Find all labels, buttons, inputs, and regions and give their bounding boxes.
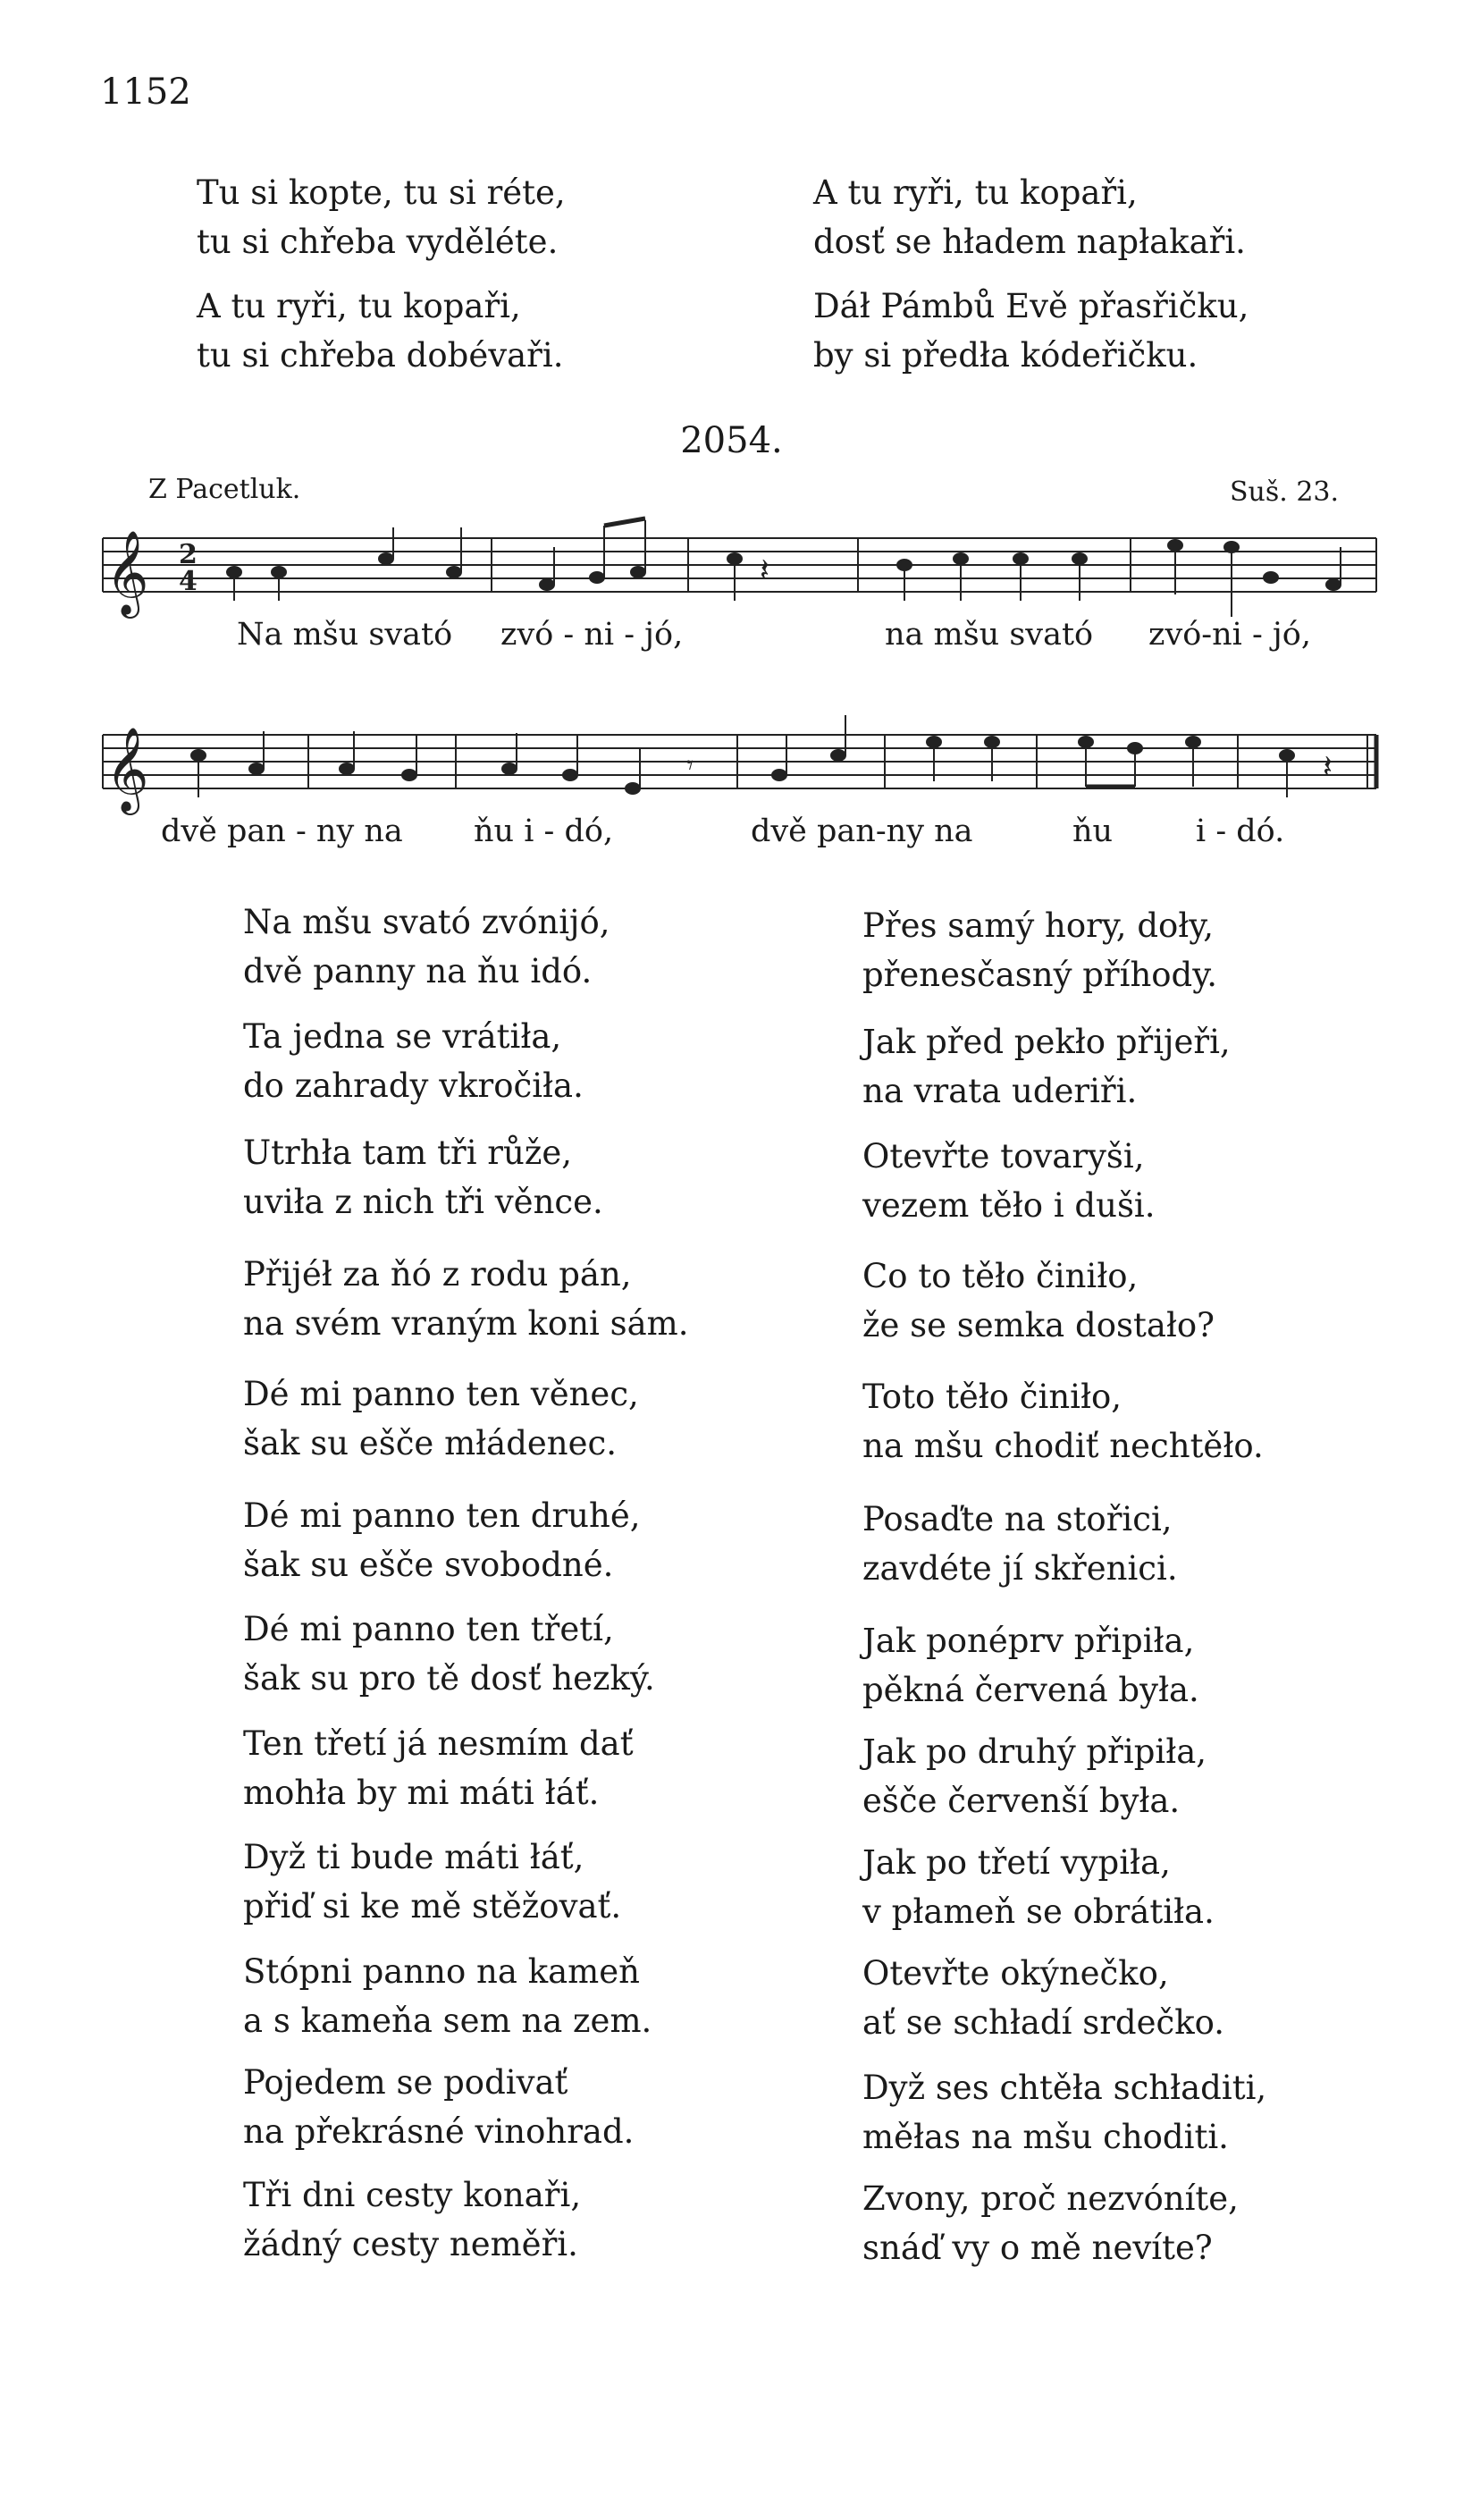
- page-number: 1152: [100, 72, 191, 113]
- stanza-left-10: [243, 1947, 652, 2045]
- verse-line: a s kameňa sem na zem.: [243, 2002, 652, 2040]
- prev-stanza-2: [197, 282, 563, 380]
- verse-line: mohła by mi máti łáť.: [243, 1774, 600, 1812]
- stanza-right-12: [862, 2174, 1239, 2272]
- stanza-left-6: [243, 1491, 641, 1589]
- verse-line: Utrhła tam tři růže,: [243, 1134, 572, 1172]
- verse-line: Pojedem se podivať: [243, 2063, 568, 2102]
- verse-line: Posaďte na stořici,: [862, 1500, 1173, 1538]
- lyric-1-2: zvó - ni - jó,: [500, 617, 684, 653]
- lyric-1-4: zvó-ni - jó,: [1148, 617, 1311, 653]
- verse-line: ať se schładí srdečko.: [862, 2003, 1224, 2042]
- verse-line: šak su ešče svobodné.: [243, 1546, 614, 1584]
- lyric-2-2: ňu i - dó,: [474, 813, 614, 849]
- verse-line: zavdéte jí skřenici.: [862, 1549, 1178, 1588]
- verse-line: ešče červenší była.: [862, 1782, 1181, 1820]
- verse-line: Tři dni cesty konaři,: [243, 2176, 582, 2214]
- verse-line: Ten třetí já nesmím dať: [243, 1724, 634, 1763]
- song-source: Suš. 23.: [1230, 476, 1340, 508]
- verse-line: dvě panny na ňu idó.: [243, 952, 593, 990]
- stanza-left-7: [243, 1605, 655, 1703]
- stanza-left-9: [243, 1833, 621, 1931]
- verse-line: Dé mi panno ten třetí,: [243, 1610, 614, 1648]
- prev-stanza-4: [813, 282, 1249, 380]
- song-origin: Z Pacetluk.: [148, 474, 301, 505]
- verse-line: vezem těło i duši.: [862, 1186, 1156, 1225]
- stanza-left-8: [243, 1719, 634, 1817]
- stanza-right-11: [862, 2063, 1266, 2162]
- verse-line: Toto těło činiło,: [862, 1378, 1122, 1416]
- verse-line: na mšu chodiť nechtěło.: [862, 1427, 1264, 1465]
- verse-line: Přes samý hory, doły,: [862, 906, 1215, 945]
- treble-clef-icon: 𝄞: [105, 530, 149, 615]
- verse-line: tu si chřeba vyděléte.: [197, 223, 559, 261]
- verse-line: A tu ryři, tu kopaři,: [197, 287, 521, 325]
- stanza-right-7: [862, 1616, 1199, 1715]
- stanza-right-2: [862, 1017, 1231, 1116]
- verse-line: snáď vy o mě nevíte?: [862, 2229, 1213, 2267]
- verse-line: šak su ešče młádenec.: [243, 1424, 618, 1462]
- stanza-right-9: [862, 1838, 1215, 1936]
- prev-stanza-3: [813, 168, 1246, 266]
- music-staff-2: [0, 715, 1463, 813]
- stanza-left-5: [243, 1370, 639, 1468]
- stanza-left-12: [243, 2170, 581, 2269]
- quarter-rest-icon: 𝄽: [1323, 749, 1333, 786]
- verse-line: přiď si ke mě stěžovať.: [243, 1887, 622, 1926]
- verse-line: že se semka dostało?: [862, 1306, 1215, 1344]
- verse-line: Jak před pekło přijeři,: [862, 1023, 1231, 1061]
- time-signature-bottom: 4: [179, 566, 198, 597]
- verse-line: žádný cesty neměři.: [243, 2225, 578, 2263]
- verse-line: dosť se hładem napłakaři.: [813, 223, 1246, 261]
- prev-stanza-1: [197, 168, 566, 266]
- song-number: 2054.: [680, 420, 783, 461]
- verse-line: uviła z nich tři věnce.: [243, 1183, 603, 1221]
- verse-line: Na mšu svató zvónijó,: [243, 903, 610, 941]
- verse-line: Dé mi panno ten věnec,: [243, 1375, 639, 1413]
- verse-line: Otevřte tovaryši,: [862, 1137, 1145, 1176]
- verse-line: by si předła kódeřičku.: [813, 336, 1198, 375]
- verse-line: Dyž ses chtěła schładiti,: [862, 2069, 1267, 2107]
- stanza-right-8: [862, 1727, 1207, 1825]
- verse-line: do zahrady vkročiła.: [243, 1066, 584, 1105]
- verse-line: měłas na mšu choditi.: [862, 2118, 1229, 2156]
- stanza-right-3: [862, 1132, 1156, 1230]
- verse-line: Dé mi panno ten druhé,: [243, 1496, 641, 1535]
- treble-clef-icon: 𝄞: [105, 727, 149, 812]
- verse-line: Přijéł za ňó z rodu pán,: [243, 1255, 632, 1294]
- verse-line: pěkná červená była.: [862, 1671, 1199, 1709]
- quarter-rest-icon: 𝄽: [760, 552, 770, 589]
- verse-line: Ta jedna se vrátiła,: [243, 1017, 562, 1056]
- lyric-2-4: ňu: [1072, 813, 1114, 849]
- verse-line: šak su pro tě dosť hezký.: [243, 1659, 655, 1698]
- verse-line: na svém vraným koni sám.: [243, 1304, 689, 1343]
- verse-line: Jak ponéprv připiła,: [862, 1622, 1195, 1660]
- lyric-2-5: i - dó.: [1196, 813, 1285, 849]
- verse-line: Zvony, proč nezvóníte,: [862, 2179, 1239, 2218]
- verse-line: Dáł Pámbů Evě přasřičku,: [813, 287, 1249, 325]
- stanza-left-4: [243, 1250, 689, 1348]
- eighth-rest-icon: 𝄾: [686, 750, 694, 781]
- verse-line: v płameň se obrátiła.: [862, 1892, 1215, 1931]
- verse-line: Dyž ti bude máti łáť,: [243, 1838, 584, 1876]
- stanza-right-10: [862, 1949, 1224, 2047]
- verse-line: Stópni panno na kameň: [243, 1952, 640, 1991]
- stanza-right-5: [862, 1372, 1264, 1471]
- verse-line: přenesčasný příhody.: [862, 956, 1217, 994]
- verse-line: A tu ryři, tu kopaři,: [813, 173, 1138, 212]
- verse-line: Otevřte okýnečko,: [862, 1954, 1169, 1993]
- verse-line: tu si chřeba dobévaři.: [197, 336, 564, 375]
- stanza-left-2: [243, 1012, 584, 1110]
- verse-line: Jak po třetí vypiła,: [862, 1843, 1171, 1882]
- stanza-left-3: [243, 1128, 603, 1226]
- lyric-1-3: na mšu svató: [885, 617, 1094, 653]
- stanza-right-6: [862, 1495, 1178, 1593]
- verse-line: na vrata uderiři.: [862, 1072, 1138, 1110]
- stanza-right-4: [862, 1252, 1215, 1350]
- time-signature-top: 2: [179, 539, 198, 570]
- verse-line: Co to těło činiło,: [862, 1257, 1139, 1295]
- lyric-1-1: Na mšu svató: [237, 617, 453, 653]
- verse-line: Tu si kopte, tu si réte,: [197, 173, 566, 212]
- lyric-2-3: dvě pan-ny na: [751, 813, 973, 849]
- stanza-left-1: [243, 898, 610, 996]
- stanza-left-11: [243, 2058, 634, 2156]
- music-staff-1: [0, 518, 1463, 617]
- verse-line: na překrásné vinohrad.: [243, 2112, 635, 2151]
- lyric-2-1: dvě pan - ny na: [161, 813, 403, 849]
- verse-line: Jak po druhý připiła,: [862, 1732, 1207, 1771]
- stanza-right-1: [862, 901, 1217, 999]
